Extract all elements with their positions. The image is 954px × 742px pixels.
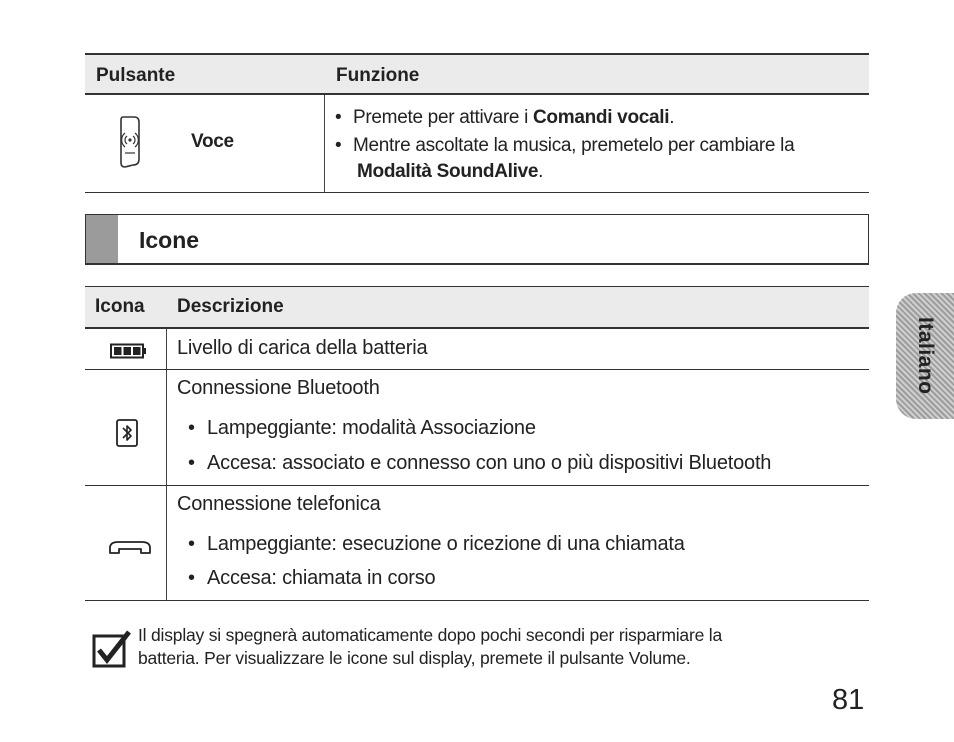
bullet-bold-text: Comandi vocali xyxy=(533,107,670,128)
bullet-text: Lampeggiante: esecuzione o ricezione di una chiamata xyxy=(207,533,685,555)
language-label-text: Italiano xyxy=(914,317,937,395)
header-descrizione: Descrizione xyxy=(177,296,284,317)
bullet: • xyxy=(335,135,342,156)
checkbox-check-icon xyxy=(92,630,132,675)
button-label-voce: Voce xyxy=(191,131,234,152)
bullet-text-end: . xyxy=(538,161,544,182)
table-row xyxy=(85,329,869,370)
note-line: batteria. Per visualizzare le icone sul display, premete il pulsante Volume. xyxy=(138,648,691,668)
bullet-text: Lampeggiante: modalità Associazione xyxy=(207,417,536,439)
header-funzione: Funzione xyxy=(336,65,420,86)
header-icona: Icona xyxy=(95,296,145,317)
bullet: • xyxy=(335,107,342,128)
bullet: • xyxy=(188,417,195,439)
page-number: 81 xyxy=(832,684,865,716)
bullet-text: Mentre ascoltate la musica, premetelo per cambiare la xyxy=(353,135,795,156)
bullet-bold-text: Modalità SoundAlive xyxy=(357,161,539,182)
bullet: • xyxy=(188,533,195,555)
row-title: Connessione telefonica xyxy=(177,493,381,515)
function-description xyxy=(335,105,865,185)
section-heading-bar xyxy=(86,215,118,263)
list-item xyxy=(335,105,865,131)
battery-icon xyxy=(109,343,147,364)
bullet-text: Accesa: associato e connesso con uno o più dispositivi Bluetooth xyxy=(207,452,772,474)
table-row xyxy=(85,486,869,601)
section-title: Icone xyxy=(139,227,200,253)
phone-handset-icon xyxy=(108,540,152,561)
list-item xyxy=(335,133,865,185)
note-line: Il display si spegnerà automaticamente dopo pochi secondi per risparmiare la xyxy=(138,625,723,645)
header-pulsante: Pulsante xyxy=(96,65,176,86)
table-row xyxy=(85,370,869,486)
button-function-table xyxy=(85,53,869,193)
bullet-text: Premete per attivare i xyxy=(353,107,534,128)
bullet-text: Accesa: chiamata in corso xyxy=(207,567,436,589)
bullet: • xyxy=(188,567,195,589)
row-title: Connessione Bluetooth xyxy=(177,377,380,399)
language-label xyxy=(902,301,948,411)
language-side-tab xyxy=(896,293,954,419)
row-title: Livello di carica della batteria xyxy=(177,337,428,359)
table-row xyxy=(85,95,869,193)
bullet-text-end: . xyxy=(669,107,675,128)
table-header xyxy=(85,53,869,95)
note-text xyxy=(138,624,858,670)
section-heading xyxy=(85,214,869,265)
bullet: • xyxy=(188,452,195,474)
icon-description-table xyxy=(85,286,869,601)
bluetooth-icon xyxy=(116,419,138,452)
table-header xyxy=(85,286,869,329)
voice-button-icon xyxy=(119,115,141,174)
